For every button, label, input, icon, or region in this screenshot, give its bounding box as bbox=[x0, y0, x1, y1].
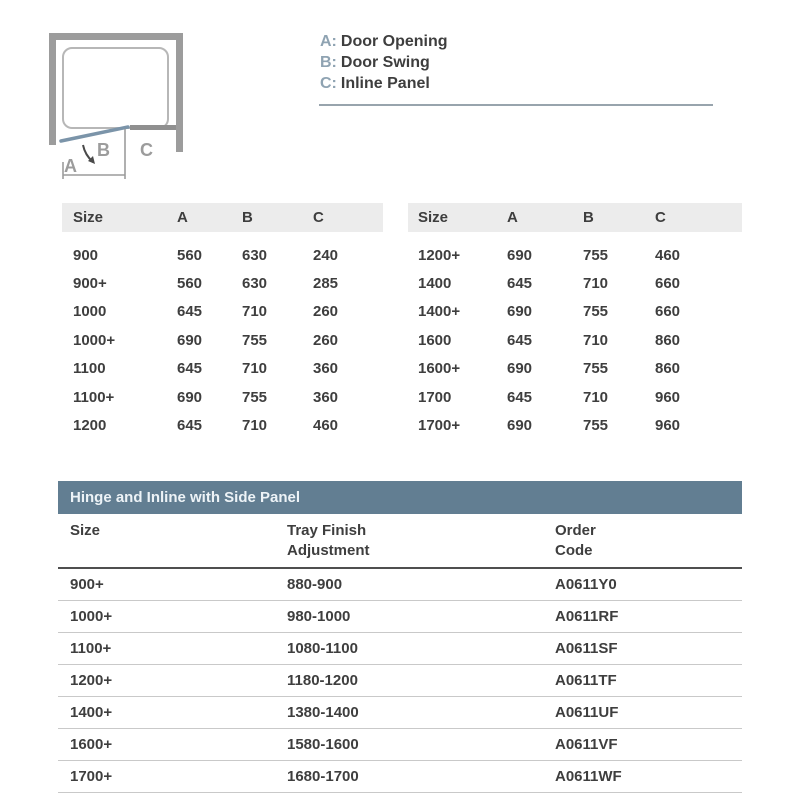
cell-c: 260 bbox=[313, 331, 339, 349]
cell-b: 755 bbox=[583, 246, 609, 264]
cell-size: 900+ bbox=[73, 275, 107, 293]
cell-a: 690 bbox=[177, 331, 203, 349]
cell-size: 1100+ bbox=[70, 640, 112, 657]
legend bbox=[320, 31, 448, 94]
diagram-label-b: B bbox=[97, 140, 110, 160]
cell-a: 690 bbox=[507, 246, 533, 264]
legend-key-c: C: bbox=[320, 75, 337, 92]
order-table-header bbox=[58, 514, 742, 569]
table-row bbox=[408, 241, 742, 269]
cell-c: 360 bbox=[313, 388, 339, 406]
cell-c: 860 bbox=[655, 331, 681, 349]
cell-size: 1400+ bbox=[418, 303, 461, 321]
cell-size: 1400 bbox=[418, 275, 452, 293]
door-swing-arrow-icon bbox=[83, 145, 95, 164]
cell-size: 1700+ bbox=[70, 768, 113, 785]
column-header-c: C bbox=[655, 209, 666, 226]
order-table-title-banner bbox=[58, 481, 742, 514]
size-table-right bbox=[408, 203, 742, 440]
column-header-c: C bbox=[313, 209, 324, 226]
legend-label-door-swing: Door Swing bbox=[340, 54, 430, 71]
table-row bbox=[58, 633, 742, 665]
cell-b: 755 bbox=[583, 417, 609, 435]
cell-a: 560 bbox=[177, 246, 203, 264]
table-row bbox=[62, 411, 383, 439]
cell-a: 645 bbox=[177, 417, 203, 435]
cell-c: 360 bbox=[313, 360, 339, 378]
size-table-right-body bbox=[408, 241, 742, 440]
cell-tray-finish-adjustment: 1380-1400 bbox=[287, 704, 359, 721]
cell-size: 1400+ bbox=[70, 704, 113, 721]
order-table-title: Hinge and Inline with Side Panel bbox=[70, 489, 301, 506]
cell-size: 1600 bbox=[418, 331, 452, 349]
cell-b: 710 bbox=[242, 303, 268, 321]
cell-order-code: A0611WF bbox=[555, 768, 622, 785]
cell-order-code: A0611RF bbox=[555, 608, 619, 625]
table-row bbox=[58, 665, 742, 697]
cell-a: 690 bbox=[507, 417, 533, 435]
column-header-order-code: Order Code bbox=[555, 522, 596, 559]
table-row bbox=[408, 269, 742, 297]
legend-label-inline-panel: Inline Panel bbox=[340, 75, 430, 92]
column-header-tray-finish-adjustment: Tray Finish Adjustment bbox=[287, 522, 370, 559]
table-row bbox=[58, 569, 742, 601]
cell-b: 710 bbox=[242, 417, 268, 435]
cell-tray-finish-adjustment: 880-900 bbox=[287, 576, 343, 593]
table-row bbox=[58, 761, 742, 793]
order-table bbox=[58, 514, 742, 793]
cell-order-code: A0611TF bbox=[555, 672, 617, 689]
cell-a: 645 bbox=[507, 388, 533, 406]
order-table-body bbox=[58, 569, 742, 793]
cell-a: 645 bbox=[507, 331, 533, 349]
cell-size: 900+ bbox=[70, 576, 104, 593]
table-row bbox=[62, 298, 383, 326]
cell-c: 260 bbox=[313, 303, 339, 321]
cell-size: 1000+ bbox=[73, 331, 116, 349]
cell-c: 240 bbox=[313, 246, 339, 264]
door-open-line-icon bbox=[61, 127, 128, 141]
legend-item-inline-panel bbox=[320, 73, 448, 94]
cell-order-code: A0611SF bbox=[555, 640, 618, 657]
table-row bbox=[58, 697, 742, 729]
cell-b: 710 bbox=[583, 331, 609, 349]
cell-size: 1600+ bbox=[70, 736, 113, 753]
legend-divider bbox=[319, 104, 713, 106]
inline-panel-icon bbox=[130, 125, 176, 130]
cell-b: 755 bbox=[583, 303, 609, 321]
cell-order-code: A0611Y0 bbox=[555, 576, 617, 593]
cell-a: 690 bbox=[507, 360, 533, 378]
cell-c: 285 bbox=[313, 275, 339, 293]
table-row bbox=[62, 383, 383, 411]
diagram-label-c: C bbox=[140, 140, 153, 160]
cell-order-code: A0611UF bbox=[555, 704, 619, 721]
size-table-left-body bbox=[62, 241, 383, 440]
cell-size: 1100 bbox=[73, 360, 106, 378]
cell-tray-finish-adjustment: 1080-1100 bbox=[287, 640, 358, 657]
cell-b: 630 bbox=[242, 275, 268, 293]
cell-b: 755 bbox=[583, 360, 609, 378]
cell-size: 1700+ bbox=[418, 417, 461, 435]
size-table-left bbox=[62, 203, 383, 440]
cell-size: 1200 bbox=[73, 417, 107, 435]
cell-a: 645 bbox=[507, 275, 533, 293]
legend-key-a: A: bbox=[320, 33, 337, 50]
cell-size: 1600+ bbox=[418, 360, 461, 378]
cell-b: 630 bbox=[242, 246, 268, 264]
shower-enclosure-plan-diagram bbox=[40, 25, 220, 210]
cell-c: 460 bbox=[655, 246, 681, 264]
column-header-b: B bbox=[583, 209, 594, 226]
table-row bbox=[58, 601, 742, 633]
cell-b: 755 bbox=[242, 388, 268, 406]
legend-label-door-opening: Door Opening bbox=[340, 33, 448, 50]
cell-c: 660 bbox=[655, 275, 681, 293]
cell-b: 710 bbox=[242, 360, 268, 378]
column-header-b: B bbox=[242, 209, 253, 226]
cell-a: 560 bbox=[177, 275, 203, 293]
table-row bbox=[408, 411, 742, 439]
cell-a: 645 bbox=[177, 360, 203, 378]
cell-order-code: A0611VF bbox=[555, 736, 618, 753]
table-row bbox=[62, 355, 383, 383]
cell-a: 690 bbox=[507, 303, 533, 321]
column-header-a: A bbox=[177, 209, 188, 226]
shower-tray-icon bbox=[63, 48, 168, 128]
column-header-a: A bbox=[507, 209, 518, 226]
cell-size: 900 bbox=[73, 246, 99, 264]
cell-c: 660 bbox=[655, 303, 681, 321]
table-row bbox=[62, 269, 383, 297]
cell-tray-finish-adjustment: 1580-1600 bbox=[287, 736, 359, 753]
table-row bbox=[408, 383, 742, 411]
table-row bbox=[62, 241, 383, 269]
cell-c: 960 bbox=[655, 417, 681, 435]
cell-b: 710 bbox=[583, 388, 609, 406]
cell-b: 710 bbox=[583, 275, 609, 293]
cell-tray-finish-adjustment: 980-1000 bbox=[287, 608, 351, 625]
cell-c: 460 bbox=[313, 417, 339, 435]
cell-size: 1200+ bbox=[418, 246, 461, 264]
cell-size: 1100+ bbox=[73, 388, 115, 406]
cell-size: 1000 bbox=[73, 303, 107, 321]
cell-tray-finish-adjustment: 1180-1200 bbox=[287, 672, 358, 689]
table-row bbox=[408, 326, 742, 354]
legend-item-door-opening bbox=[320, 31, 448, 52]
cell-c: 860 bbox=[655, 360, 681, 378]
cell-size: 1200+ bbox=[70, 672, 113, 689]
cell-a: 690 bbox=[177, 388, 203, 406]
size-table-right-header bbox=[408, 203, 742, 232]
column-header-size: Size bbox=[73, 209, 104, 226]
cell-size: 1000+ bbox=[70, 608, 113, 625]
legend-item-door-swing bbox=[320, 52, 448, 73]
column-header-size: Size bbox=[418, 209, 449, 226]
cell-a: 645 bbox=[177, 303, 203, 321]
legend-key-b: B: bbox=[320, 54, 337, 71]
cell-b: 755 bbox=[242, 331, 268, 349]
diagram-label-a: A bbox=[64, 156, 77, 176]
size-table-left-header bbox=[62, 203, 383, 232]
column-header-size: Size bbox=[70, 522, 101, 539]
cell-c: 960 bbox=[655, 388, 681, 406]
table-row bbox=[408, 355, 742, 383]
table-row bbox=[62, 326, 383, 354]
table-row bbox=[58, 729, 742, 761]
cell-tray-finish-adjustment: 1680-1700 bbox=[287, 768, 359, 785]
cell-size: 1700 bbox=[418, 388, 452, 406]
table-row bbox=[408, 298, 742, 326]
